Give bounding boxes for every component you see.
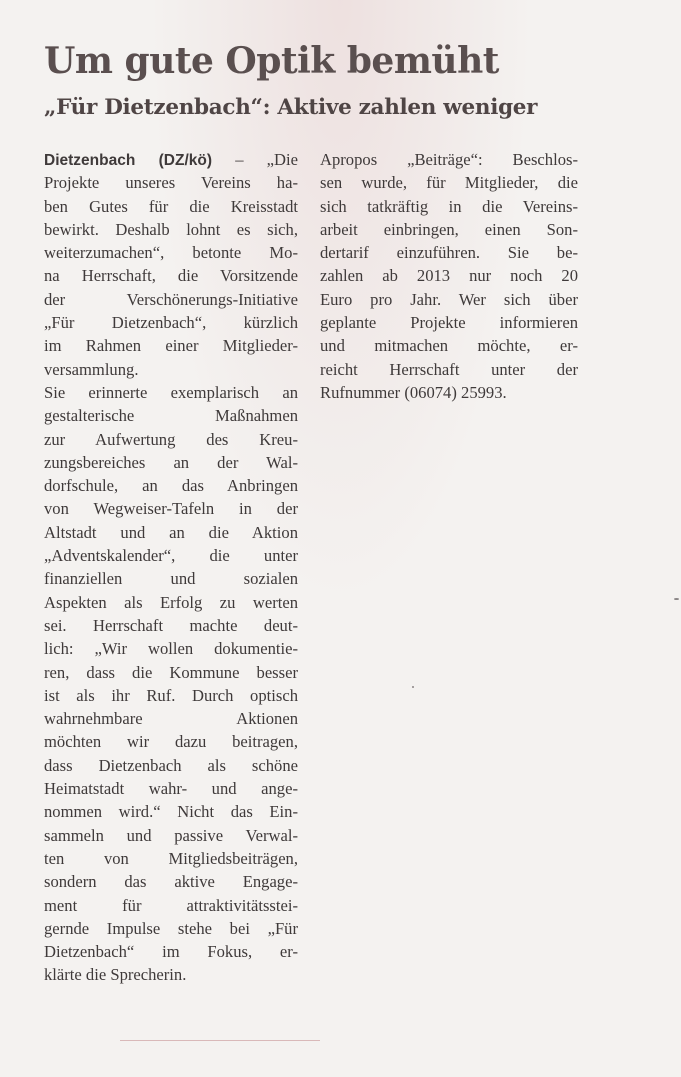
article-column-left: [44, 148, 298, 987]
text-line: dorfschule, an das Anbringen: [44, 476, 298, 496]
text-line: im Rahmen einer Mitglieder-: [44, 336, 298, 356]
scan-speck: [674, 598, 679, 600]
text-line: ten von Mitgliedsbeiträgen,: [44, 848, 298, 868]
text-line: weiterzumachen“, betonte Mo-: [44, 243, 298, 263]
text-line: lich: „Wir wollen dokumentie-: [44, 639, 298, 659]
text-line: Altstadt und an die Aktion: [44, 522, 298, 542]
text-line: [44, 148, 298, 171]
text-line: gestalterische Maßnahmen: [44, 406, 298, 426]
text-line: sei. Herrschaft machte deut-: [44, 615, 298, 635]
text-line: versammlung.: [44, 359, 139, 379]
text-line: sondern das aktive Engage-: [44, 872, 298, 892]
text-line: zur Aufwertung des Kreu-: [44, 429, 298, 449]
text-line: ist als ihr Ruf. Durch optisch: [44, 685, 298, 705]
text-line: nommen wird.“ Nicht das Ein-: [44, 802, 298, 822]
text-line: sich tatkräftig in die Vereins-: [320, 196, 578, 216]
subheadline: „Für Dietzenbach“: Aktive zahlen weniger: [44, 95, 538, 120]
text-line: sen wurde, für Mitglieder, die: [320, 173, 578, 193]
text-line-start: – „Die: [212, 150, 298, 169]
text-line: Apropos „Beiträge“: Beschlos-: [320, 150, 578, 169]
text-line: na Herrschaft, die Vorsitzende: [44, 266, 298, 286]
text-line: klärte die Sprecherin.: [44, 965, 187, 985]
text-line: zungsbereiches an der Wal-: [44, 452, 298, 472]
text-line: Aspekten als Erfolg zu werten: [44, 592, 298, 612]
text-line: der Verschönerungs-Initiative: [44, 289, 298, 309]
text-line: finanziellen und sozialen: [44, 569, 298, 589]
text-line: ren, dass die Kommune besser: [44, 662, 298, 682]
headline: Um gute Optik bemüht: [44, 40, 499, 82]
text-line: reicht Herrschaft unter der: [320, 359, 578, 379]
article-column-right: [320, 148, 578, 404]
text-line: von Wegweiser-Tafeln in der: [44, 499, 298, 519]
text-line: dass Dietzenbach als schöne: [44, 755, 298, 775]
text-line: bewirkt. Deshalb lohnt es sich,: [44, 219, 298, 239]
text-line: dertarif einzuführen. Sie be-: [320, 243, 578, 263]
bottom-rule: [120, 1040, 320, 1041]
text-line: Rufnummer (06074) 25993.: [320, 382, 507, 402]
text-line: Heimatstadt wahr- und ange-: [44, 779, 298, 799]
text-line: ment für attraktivitätsstei-: [44, 895, 298, 915]
text-line: arbeit einbringen, einen Son-: [320, 219, 578, 239]
text-line: Euro pro Jahr. Wer sich über: [320, 289, 578, 309]
text-line: ben Gutes für die Kreisstadt: [44, 196, 298, 216]
text-line: geplante Projekte informieren: [320, 313, 578, 333]
text-line: Sie erinnerte exemplarisch an: [44, 382, 298, 402]
dateline: Dietzenbach (DZ/kö): [44, 152, 213, 169]
text-line: sammeln und passive Verwal-: [44, 825, 298, 845]
text-line: möchten wir dazu beitragen,: [44, 732, 298, 752]
text-line: Projekte unseres Vereins ha-: [44, 173, 298, 193]
text-line: zahlen ab 2013 nur noch 20: [320, 266, 578, 286]
text-line: Dietzenbach“ im Fokus, er-: [44, 942, 298, 962]
text-line: „Adventskalender“, die unter: [44, 546, 298, 566]
text-line: und mitmachen möchte, er-: [320, 336, 578, 356]
text-line: gernde Impulse stehe bei „Für: [44, 918, 298, 938]
text-line: „Für Dietzenbach“, kürzlich: [44, 313, 298, 333]
text-line: wahrnehmbare Aktionen: [44, 709, 298, 729]
scan-speck: [412, 686, 414, 688]
